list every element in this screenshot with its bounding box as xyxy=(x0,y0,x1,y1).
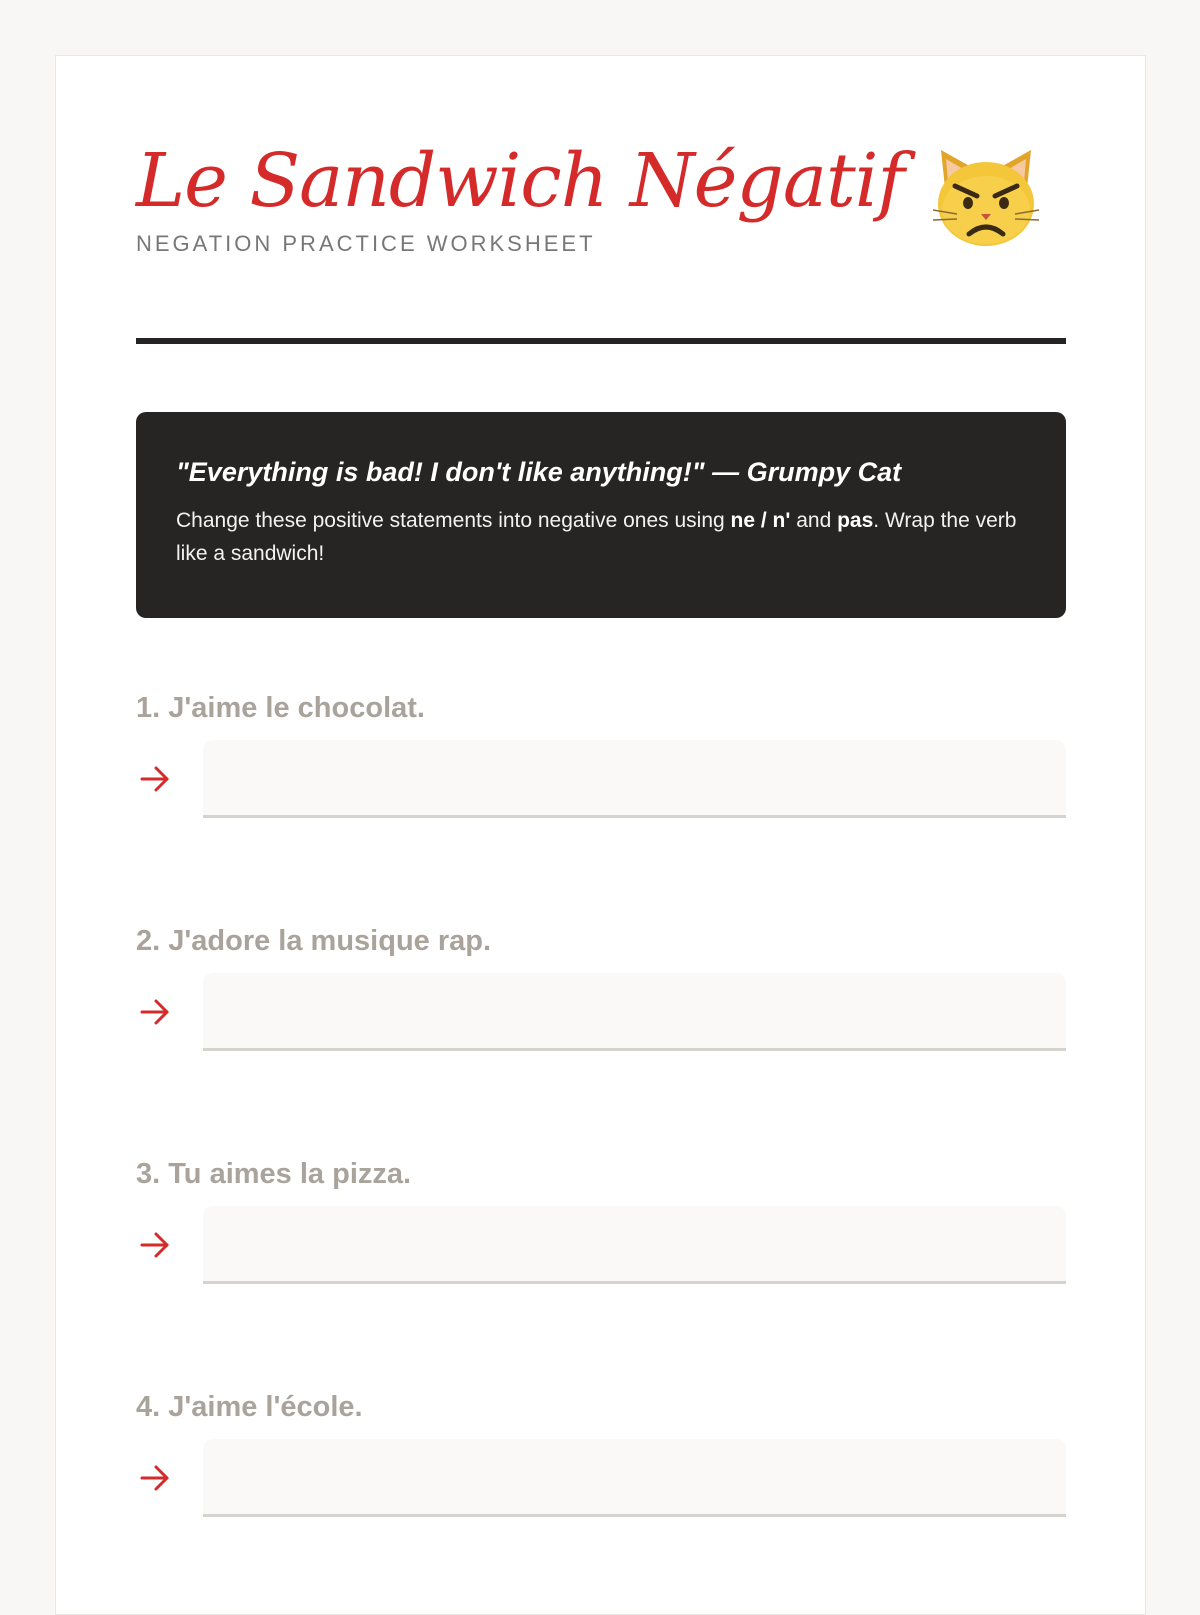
answer-input[interactable] xyxy=(203,1206,1066,1284)
arrow-right-icon xyxy=(138,762,172,796)
instructions-keyword-ne: ne / n' xyxy=(730,509,791,532)
answer-input[interactable] xyxy=(203,973,1066,1051)
arrow-right-icon xyxy=(138,1461,172,1495)
worksheet-card xyxy=(55,55,1146,1615)
arrow-right-icon xyxy=(138,995,172,1029)
question-3 xyxy=(136,1154,1066,1314)
question-4 xyxy=(136,1387,1066,1547)
grumpy-cat-quote: "Everything is bad! I don't like anything!" — Grumpy Cat xyxy=(176,457,902,487)
question-1 xyxy=(136,688,1066,848)
instructions-mid: and xyxy=(790,509,838,532)
instructions-suffix: . Wrap the verb like a sandwich! xyxy=(176,509,1017,565)
instructions-callout xyxy=(136,412,1066,618)
header-divider xyxy=(136,338,1066,344)
instructions-prefix: Change these positive statements into negative ones using xyxy=(176,509,731,532)
question-prompt: 2. J'adore la musique rap. xyxy=(136,925,492,957)
page-title: Le Sandwich Négatif xyxy=(136,138,904,224)
page-subtitle: NEGATION PRACTICE WORKSHEET xyxy=(136,231,596,256)
question-2 xyxy=(136,921,1066,1081)
answer-input[interactable] xyxy=(203,1439,1066,1517)
instructions-text xyxy=(176,504,1026,570)
instructions-keyword-pas: pas xyxy=(837,509,874,532)
arrow-right-icon xyxy=(138,1228,172,1262)
header xyxy=(136,136,1066,276)
question-prompt: 3. Tu aimes la pizza. xyxy=(136,1158,412,1190)
question-prompt: 4. J'aime l'école. xyxy=(136,1391,363,1423)
answer-input[interactable] xyxy=(203,740,1066,818)
question-prompt: 1. J'aime le chocolat. xyxy=(136,692,425,724)
grumpy-cat-icon xyxy=(931,146,1041,251)
